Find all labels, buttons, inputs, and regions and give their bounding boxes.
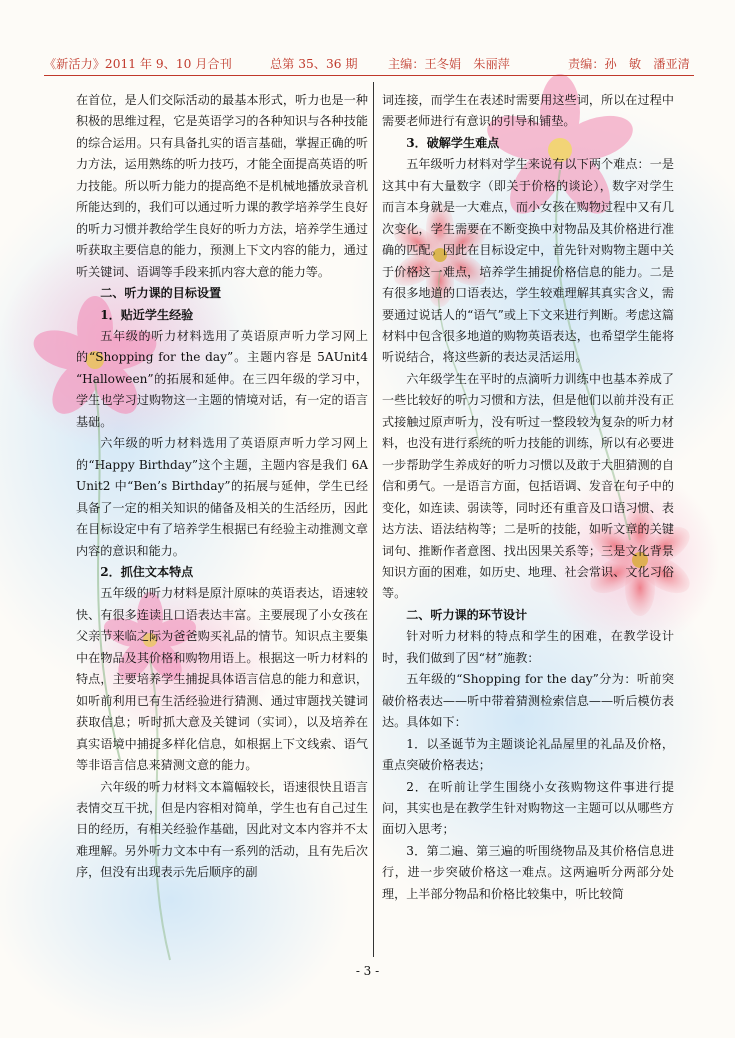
paragraph: 在首位，是人们交际活动的最基本形式，听力也是一种积极的思维过程，它是英语学习的各种知识与各种技能的综合运用。只有具备扎实的语言基础，掌握正确的听力方法，运用熟练的听力技巧，才能全面提高英语的听力技能。所以听力能力的提高绝不是机械地播放录音机所能达到的，我们可以通过听力课的教学培养学生良好的听力习惯并教给学生良好的听力方法，培养学生通过听获取主要信息的能力，预测上下文内容的能力，通过听关键词、语调等手段来抓内容大意的能力等。 xyxy=(76,93,368,279)
paragraph: 五年级的听力材料是原汁原味的英语表达，语速较快、有很多连读且口语表达丰富。主要展现了小女孩在父亲节来临之际为爸爸购买礼品的情节。知识点主要集中在物品及其价格和购物用语上。根据这一听力材料的特点，主要培养学生捕捉具体语言信息的能力和意识，如听前利用已有生活经验进行猜测、通过审题找关键词获取信息；听时抓大意及关键词（实词），以及培养在真实语境中捕捉多样化信息，如根据上下文线索、语气等非语言信息来猜测文意的能力。 xyxy=(76,586,368,773)
paragraph: 针对听力材料的特点和学生的困难，在教学设计时，我们做到了因“材”施教： xyxy=(382,629,674,665)
paragraph: 六年级学生在平时的点滴听力训练中也基本养成了一些比较好的听力习惯和方法，但是他们以前并没有正式接触过原声听力，没有听过一整段较为复杂的听力材料，也没有进行系统的听力技能的训练，所以有必要进一步帮助学生养成好的听力习惯以及敢于大胆猜测的自信和勇气。一是语言方面，包括语调、发音在句子中的变化，如连读、弱读等，同时还有重音及口语习惯、表达方法、语法结构等；二是听的技能，如听文章的关键词句、推断作者意图、找出因果关系等；三是文化背景知识方面的困难，如历史、地理、社会常识、文化习俗等。 xyxy=(382,371,674,601)
header-responsible-editors: 责编：孙 敏 潘亚清 xyxy=(568,57,690,71)
paragraph: 五年级听力材料对学生来说有以下两个难点：一是这其中有大量数字（即关于价格的谈论），数字对学生而言本身就是一大难点，而小女孩在购物过程中又有几次变化，学生需要在不断变换中对物品及其价格进行准确的匹配。因此在目标设定中，首先针对购物主题中关于价格这一难点，培养学生捕捉价格信息的能力。二是有很多地道的口语表达，学生较难理解其真实含义，需要通过说话人的“语气”或上下文来进行判断。考虑这篇材料中包含很多地道的购物英语表达，也希望学生能将听说结合，将这些新的表达灵活运用。 xyxy=(382,157,674,365)
page-number: - 3 - xyxy=(355,964,380,978)
paragraph: 3．第二遍、第三遍的听围绕物品及其价格信息进行，进一步突破价格这一难点。这两遍听分两部分处理，上半部分物品和价格比较集中，听比较简 xyxy=(382,843,674,901)
section-heading: 2．抓住文本特点 xyxy=(100,564,194,579)
section-heading: 二、听力课的目标设置 xyxy=(100,286,222,301)
paragraph: 2．在听前让学生围绕小女孩购物这件事进行提问，其实也是在教学生针对购物这一主题可以从哪些方面切入思考； xyxy=(382,779,674,837)
paragraph: 1．以圣诞节为主题谈论礼品屋里的礼品及价格，重点突破价格表达； xyxy=(382,736,674,773)
header-publication: 《新活力》2011 年 9、10 月合刊 xyxy=(44,57,232,71)
section-heading: 1．贴近学生经验 xyxy=(100,307,194,322)
section-heading: 3．破解学生难点 xyxy=(406,135,500,150)
paragraph: 五年级的“Shopping for the day”分为：听前突破价格表达——听中带着猜测检索信息——听后模仿表达。具体如下： xyxy=(382,672,674,730)
paragraph: 六年级的听力材料选用了英语原声听力学习网上的“Happy Birthday”这个主题，主题内容是我们 6A Unit2 中“Ben’s Birthday”的拓展与延伸，学生已经具备了一定的相关知识的储备及相关的生活经历，因此在目标设定中有了培养学生根据已有经验主动推测文章内容的意识和能力。 xyxy=(76,436,368,558)
header-issue: 总第 35、36 期 xyxy=(270,57,358,71)
page-header xyxy=(44,52,694,76)
left-column xyxy=(76,90,368,884)
paragraph: 五年级的听力材料选用了英语原声听力学习网上的“Shopping for the day”。主题内容是 5AUnit4 “Halloween”的拓展和延伸。在三四年级的学习中，学生也学习过购物这一主题的情境对话，有一定的语言基础。 xyxy=(76,328,368,429)
column-divider xyxy=(373,82,374,957)
paragraph: 词连接，而学生在表述时需要用这些词，所以在过程中需要老师进行有意识的引导和铺垫。 xyxy=(382,93,674,129)
header-chief-editors: 主编：王冬娟 朱丽萍 xyxy=(388,57,510,71)
section-heading: 二、听力课的环节设计 xyxy=(406,607,528,622)
paragraph: 六年级的听力材料文本篇幅较长，语速很快且语言表情交互干扰，但是内容相对简单，学生也有自己过生日的经历，有相关经验作基础，因此对文本内容并不太难理解。另外听力文本中有一系列的活动，且有先后次序，但没有出现表示先后顺序的副 xyxy=(76,779,368,880)
right-column xyxy=(382,90,674,905)
